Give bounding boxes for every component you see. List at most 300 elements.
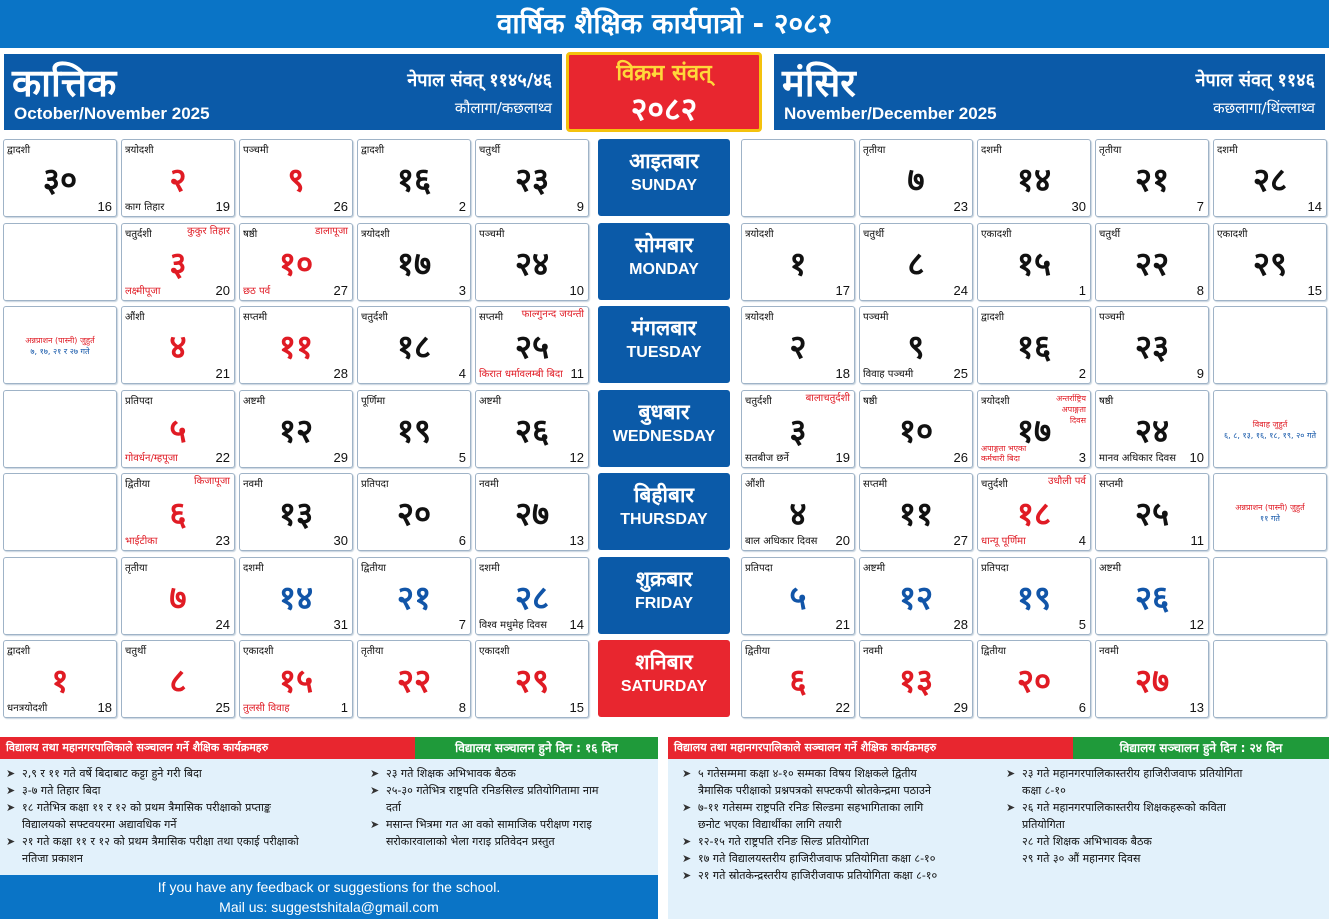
day-cell[interactable] bbox=[1095, 640, 1209, 718]
day-cell[interactable] bbox=[977, 223, 1091, 301]
day-cell[interactable] bbox=[1095, 139, 1209, 217]
program-list-col2 bbox=[1006, 765, 1326, 867]
nepali-date: २५ bbox=[514, 327, 550, 366]
english-date: 13 bbox=[569, 533, 584, 548]
tithi-label: अष्टमी bbox=[863, 562, 886, 574]
event-note: अपाङ्गता भएका कर्मचारी बिदा bbox=[981, 443, 1027, 463]
tithi-label: तृतीया bbox=[863, 145, 886, 156]
english-date: 12 bbox=[1189, 616, 1204, 632]
day-cell[interactable] bbox=[859, 557, 973, 635]
nepali-date: १ bbox=[51, 661, 69, 700]
arrow-bullet-icon: ➤ bbox=[682, 835, 692, 848]
nepali-date: २७ bbox=[1134, 661, 1170, 700]
event-note: तुलसी विवाह bbox=[243, 703, 290, 714]
nepali-date: ५ bbox=[789, 577, 807, 617]
day-cell[interactable] bbox=[977, 390, 1091, 468]
nepali-date: ८ bbox=[169, 661, 187, 700]
english-date: 3 bbox=[1078, 449, 1086, 465]
festival-label: फाल्गुनन्द जयन्ती bbox=[521, 309, 584, 320]
day-cell[interactable] bbox=[357, 306, 471, 384]
weekday-nepali: बिहीबार bbox=[633, 483, 695, 507]
tithi-label: अष्टमी bbox=[479, 395, 502, 407]
tithi-label: तृतीया bbox=[361, 646, 384, 657]
day-cell[interactable] bbox=[741, 390, 855, 468]
day-cell[interactable] bbox=[741, 306, 855, 384]
nepali-date: २९ bbox=[1252, 243, 1288, 283]
day-cell[interactable] bbox=[741, 557, 855, 635]
empty-cell bbox=[741, 139, 855, 217]
day-cell[interactable] bbox=[977, 473, 1091, 551]
english-date: 7 bbox=[458, 616, 466, 632]
muhurta-title: अन्नप्राशन (पास्नी) जुहुर्त bbox=[25, 336, 95, 345]
day-cell[interactable] bbox=[859, 390, 973, 468]
day-cell[interactable] bbox=[859, 306, 973, 384]
tithi-label: दशमी bbox=[479, 562, 500, 574]
day-cell[interactable] bbox=[239, 640, 353, 718]
program-text: दर्ता bbox=[386, 801, 401, 814]
english-date: 11 bbox=[1190, 533, 1204, 548]
day-cell[interactable] bbox=[357, 390, 471, 468]
empty-cell bbox=[3, 390, 117, 468]
day-cell[interactable] bbox=[1095, 306, 1209, 384]
english-date: 1 bbox=[340, 700, 348, 715]
english-date: 4 bbox=[1078, 533, 1086, 548]
event-note: लक्ष्मीपूजा bbox=[125, 285, 161, 297]
panel-header bbox=[668, 737, 1329, 759]
english-date: 22 bbox=[215, 449, 230, 465]
arrow-bullet-icon: ➤ bbox=[6, 767, 16, 780]
event-note: विश्व मधुमेह दिवस bbox=[479, 619, 547, 631]
tithi-label: पञ्चमी bbox=[1099, 312, 1125, 323]
weekday-nepali: शुक्रबार bbox=[635, 566, 693, 591]
nepali-date: ११ bbox=[278, 327, 314, 366]
muhurta-dates: ११ गते bbox=[1260, 514, 1280, 523]
english-date: 14 bbox=[1307, 199, 1322, 214]
english-date: 24 bbox=[953, 282, 968, 298]
day-cell[interactable] bbox=[1095, 223, 1209, 301]
program-text: त्रैमासिक परीक्षाको प्रश्नपत्रको सफ्टकपी स्रोतकेन्द्रमा पठाउने bbox=[698, 784, 931, 797]
program-text: २९ गते ३० औं महानगर दिवस bbox=[1022, 852, 1141, 865]
program-item bbox=[682, 867, 1002, 884]
day-cell[interactable] bbox=[859, 223, 973, 301]
day-cell[interactable] bbox=[475, 139, 589, 217]
program-text: २६ गते महानगरपालिकास्तरीय शिक्षकहरूको कविता bbox=[1022, 801, 1226, 814]
muhurta-dates: ६, ८, १३, १६, १८, १९, २० गते bbox=[1223, 430, 1317, 440]
day-cell[interactable] bbox=[475, 390, 589, 468]
tithi-label: द्वादशी bbox=[981, 312, 1005, 323]
english-date: 28 bbox=[953, 616, 968, 632]
tithi-label: औंशी bbox=[125, 312, 145, 323]
panel-heading: विद्यालय तथा महानगरपालिकाले सञ्चालन गर्ने शैक्षिक कार्यक्रमहरु bbox=[668, 737, 1073, 759]
nepali-date: ८ bbox=[907, 243, 925, 283]
gregorian-months: November/December 2025 bbox=[784, 104, 997, 123]
muhurta-note bbox=[1216, 502, 1324, 524]
nepali-date: २४ bbox=[514, 243, 550, 283]
program-item bbox=[682, 799, 1002, 816]
day-cell[interactable] bbox=[121, 223, 235, 301]
program-text: नतिजा प्रकाशन bbox=[22, 852, 83, 865]
page-title: वार्षिक शैक्षिक कार्यपात्रो - २०८२ bbox=[0, 0, 1329, 48]
program-text: २३ गते महानगरपालिकास्तरीय हाजिरीजवाफ प्रतियोगिता bbox=[1022, 767, 1243, 780]
muhurta-note bbox=[6, 335, 114, 357]
nepal-samvat: नेपाल संवत् ११४६ bbox=[1195, 70, 1315, 91]
program-item bbox=[682, 850, 1002, 867]
day-cell[interactable] bbox=[475, 306, 589, 384]
day-cell[interactable] bbox=[859, 640, 973, 718]
day-cell[interactable] bbox=[3, 640, 117, 718]
nepali-date: २१ bbox=[1134, 160, 1170, 199]
day-cell[interactable] bbox=[859, 473, 973, 551]
nepali-date: ३ bbox=[789, 410, 807, 450]
day-cell[interactable] bbox=[977, 306, 1091, 384]
english-date: 8 bbox=[1196, 282, 1204, 298]
tithi-label: दशमी bbox=[243, 562, 264, 574]
day-cell[interactable] bbox=[977, 557, 1091, 635]
arrow-bullet-icon: ➤ bbox=[682, 852, 692, 865]
tithi-label: सप्तमी bbox=[1099, 479, 1124, 490]
english-date: 29 bbox=[953, 700, 968, 715]
tithi-label: चतुर्दशी bbox=[745, 395, 772, 407]
panel-heading: विद्यालय तथा महानगरपालिकाले सञ्चालन गर्ने शैक्षिक कार्यक्रमहरु bbox=[0, 737, 415, 759]
tithi-label: एकादशी bbox=[479, 646, 510, 657]
english-date: 18 bbox=[97, 700, 112, 715]
arrow-bullet-icon: ➤ bbox=[6, 801, 16, 814]
nepali-date: ३ bbox=[169, 243, 187, 283]
arrow-bullet-icon: ➤ bbox=[682, 767, 692, 780]
day-cell[interactable] bbox=[357, 223, 471, 301]
english-date: 1 bbox=[1078, 282, 1086, 298]
day-cell[interactable] bbox=[1095, 557, 1209, 635]
empty-cell bbox=[1213, 557, 1327, 635]
tithi-label: त्रयोदशी bbox=[361, 228, 390, 240]
feedback-text: If you have any feedback or suggestions for the school. bbox=[157, 879, 501, 895]
month-name: कात्तिक bbox=[12, 61, 117, 105]
english-date: 6 bbox=[458, 533, 466, 548]
tithi-label: द्वितीया bbox=[125, 479, 151, 490]
day-cell[interactable] bbox=[475, 640, 589, 718]
day-cell[interactable] bbox=[357, 557, 471, 635]
nepali-date: १७ bbox=[1016, 410, 1052, 450]
nepali-date: २३ bbox=[1134, 327, 1170, 366]
program-text: २५-३० गतेभित्र राष्ट्रपति रनिङसिल्ड प्रतियोगितामा नाम bbox=[386, 784, 599, 797]
program-item bbox=[6, 782, 361, 799]
day-cell[interactable] bbox=[121, 306, 235, 384]
nepali-date: १५ bbox=[1016, 243, 1052, 283]
nepal-samvat-months: कौलागा/कछलाथ्व bbox=[454, 99, 552, 117]
day-cell[interactable] bbox=[1213, 223, 1327, 301]
tithi-label: नवमी bbox=[479, 479, 499, 490]
nepali-date: २८ bbox=[514, 577, 550, 617]
program-list-col1 bbox=[682, 765, 1002, 884]
program-text: २३ गते शिक्षक अभिभावक बैठक bbox=[386, 767, 516, 780]
day-cell[interactable] bbox=[239, 306, 353, 384]
day-cell[interactable] bbox=[977, 139, 1091, 217]
weekday-nepali: आइतबार bbox=[629, 149, 699, 173]
tithi-label: चतुर्थी bbox=[479, 145, 501, 156]
event-note: विवाह पञ्चमी bbox=[863, 369, 914, 380]
feedback-banner bbox=[0, 875, 658, 919]
tithi-label: षष्ठी bbox=[243, 228, 258, 240]
english-date: 10 bbox=[569, 282, 584, 298]
arrow-bullet-icon: ➤ bbox=[370, 767, 380, 780]
tithi-label: षष्ठी bbox=[863, 395, 878, 407]
day-cell[interactable] bbox=[475, 223, 589, 301]
day-cell[interactable] bbox=[741, 473, 855, 551]
nepal-samvat-months: कछलागा/थिंल्लाथ्व bbox=[1213, 99, 1315, 117]
tithi-label: चतुर्दशी bbox=[981, 479, 1008, 490]
tithi-label: नवमी bbox=[243, 479, 263, 490]
tithi-label: प्रतिपदा bbox=[745, 562, 773, 574]
nepali-date: १३ bbox=[278, 494, 314, 533]
vikram-samvat-label: विक्रम संवत् bbox=[616, 61, 712, 86]
program-item bbox=[6, 816, 361, 833]
english-date: 21 bbox=[215, 366, 230, 381]
day-cell[interactable] bbox=[239, 139, 353, 217]
nepali-date: २१ bbox=[396, 577, 432, 617]
day-cell[interactable] bbox=[1213, 139, 1327, 217]
nepali-date: १८ bbox=[396, 327, 432, 366]
english-date: 25 bbox=[953, 366, 968, 381]
tithi-label: द्वितीया bbox=[745, 646, 771, 657]
nepali-date: १४ bbox=[1016, 160, 1052, 199]
nepali-date: २ bbox=[789, 327, 807, 366]
event-note: मानव अधिकार दिवस bbox=[1099, 452, 1176, 464]
day-cell bbox=[3, 306, 117, 384]
program-item bbox=[6, 833, 361, 850]
english-date: 13 bbox=[1189, 700, 1204, 715]
tithi-label: चतुर्दशी bbox=[125, 228, 152, 240]
month-header-kartik bbox=[4, 54, 562, 130]
program-text: १२-१५ गते राष्ट्रपति रनिङ सिल्ड प्रतियोगिता bbox=[698, 835, 869, 848]
vikram-samvat-badge bbox=[566, 52, 762, 132]
day-cell[interactable] bbox=[239, 557, 353, 635]
feedback-email[interactable]: Mail us: suggestshitala@gmail.com bbox=[219, 899, 439, 915]
english-date: 30 bbox=[333, 533, 348, 548]
english-date: 11 bbox=[570, 366, 584, 381]
program-text: कक्षा ८-१० bbox=[1022, 784, 1066, 797]
weekday-friday bbox=[598, 557, 730, 634]
program-item bbox=[1006, 816, 1326, 833]
weekday-english: SUNDAY bbox=[630, 177, 698, 194]
english-date: 23 bbox=[215, 533, 230, 548]
weekday-english: TUESDAY bbox=[626, 344, 702, 361]
program-text: प्रतियोगिता bbox=[1022, 818, 1065, 831]
english-date: 18 bbox=[835, 366, 850, 381]
arrow-bullet-icon: ➤ bbox=[1006, 767, 1016, 780]
program-item bbox=[682, 765, 1002, 782]
program-item bbox=[682, 782, 1002, 799]
nepali-date: २२ bbox=[396, 661, 432, 700]
tithi-label: द्वितीया bbox=[981, 646, 1007, 657]
nepali-date: १० bbox=[898, 410, 934, 450]
tithi-label: सप्तमी bbox=[479, 312, 504, 323]
nepali-date: २७ bbox=[514, 494, 550, 533]
english-date: 3 bbox=[458, 282, 466, 298]
nepali-date: ६ bbox=[789, 661, 807, 700]
muhurta-dates: ७, १७, २१ र २७ गते bbox=[30, 347, 90, 356]
english-date: 16 bbox=[97, 199, 112, 214]
english-date: 5 bbox=[458, 449, 466, 465]
weekday-english: MONDAY bbox=[629, 260, 699, 278]
tithi-label: अष्टमी bbox=[243, 395, 266, 407]
english-date: 2 bbox=[1078, 366, 1086, 381]
day-cell[interactable] bbox=[121, 390, 235, 468]
program-text: २८ गते शिक्षक अभिभावक बैठक bbox=[1022, 835, 1152, 848]
tithi-label: द्वादशी bbox=[361, 145, 385, 156]
tithi-label: पञ्चमी bbox=[479, 228, 505, 240]
english-date: 26 bbox=[953, 449, 968, 465]
nepali-date: ३० bbox=[42, 160, 78, 199]
english-date: 15 bbox=[569, 700, 584, 715]
english-date: 24 bbox=[215, 616, 230, 632]
nepali-date: २९ bbox=[514, 661, 550, 700]
nepali-date: ६ bbox=[169, 494, 187, 533]
day-cell[interactable] bbox=[741, 640, 855, 718]
tithi-label: प्रतिपदा bbox=[361, 479, 389, 490]
day-cell[interactable] bbox=[357, 473, 471, 551]
school-days-count: विद्यालय सञ्चालन हुने दिन : १६ दिन bbox=[415, 737, 658, 759]
program-item bbox=[6, 850, 361, 867]
nepali-date: ११ bbox=[898, 494, 934, 533]
event-note: बाल अधिकार दिवस bbox=[745, 536, 818, 547]
weekday-wednesday bbox=[598, 390, 730, 467]
day-cell[interactable] bbox=[121, 139, 235, 217]
program-item bbox=[1006, 850, 1326, 867]
day-cell[interactable] bbox=[859, 139, 973, 217]
program-item bbox=[1006, 765, 1326, 782]
english-date: 14 bbox=[569, 616, 584, 632]
day-cell[interactable] bbox=[1095, 390, 1209, 468]
program-text: २१ गते स्रोतकेन्द्रस्तरीय हाजिरीजवाफ प्रतियोगिता कक्षा ८-१० bbox=[698, 869, 938, 882]
tithi-label: त्रयोदशी bbox=[745, 228, 774, 240]
weekday-nepali: सोमबार bbox=[634, 232, 694, 257]
day-cell[interactable] bbox=[475, 557, 589, 635]
day-cell bbox=[1213, 390, 1327, 468]
program-item bbox=[6, 799, 361, 816]
event-note: धनत्रयोदशी bbox=[7, 703, 48, 714]
day-cell[interactable] bbox=[121, 473, 235, 551]
gregorian-months: October/November 2025 bbox=[14, 104, 210, 123]
tithi-label: नवमी bbox=[1099, 646, 1119, 657]
empty-cell bbox=[3, 473, 117, 551]
english-date: 27 bbox=[953, 533, 968, 548]
arrow-bullet-icon: ➤ bbox=[6, 784, 16, 797]
tithi-label: तृतीया bbox=[1099, 145, 1122, 156]
day-cell[interactable] bbox=[357, 640, 471, 718]
nepali-date: १८ bbox=[1016, 494, 1052, 533]
nepali-date: २० bbox=[396, 494, 432, 533]
day-cell[interactable] bbox=[239, 223, 353, 301]
nepal-samvat: नेपाल संवत् ११४५/४६ bbox=[407, 70, 552, 91]
arrow-bullet-icon: ➤ bbox=[1006, 801, 1016, 814]
nepali-date: २५ bbox=[1134, 494, 1170, 533]
program-item bbox=[370, 799, 655, 816]
day-cell[interactable] bbox=[1095, 473, 1209, 551]
empty-cell bbox=[3, 223, 117, 301]
english-date: 9 bbox=[576, 199, 584, 214]
festival-label: बालाचतुर्दशी bbox=[805, 392, 850, 404]
program-text: ५ गतेसम्ममा कक्षा ४-१० सम्मका विषय शिक्षकले द्वितीय bbox=[698, 767, 917, 780]
day-cell[interactable] bbox=[475, 473, 589, 551]
tithi-label: चतुर्थी bbox=[1099, 228, 1121, 240]
english-date: 6 bbox=[1078, 700, 1086, 715]
day-cell[interactable] bbox=[239, 473, 353, 551]
day-cell[interactable] bbox=[121, 640, 235, 718]
english-date: 15 bbox=[1307, 282, 1322, 298]
day-cell[interactable] bbox=[121, 557, 235, 635]
english-date: 21 bbox=[835, 616, 850, 632]
english-date: 19 bbox=[215, 199, 230, 214]
event-note: छठ पर्व bbox=[243, 285, 271, 297]
english-date: 23 bbox=[953, 199, 968, 214]
english-date: 22 bbox=[835, 700, 850, 715]
day-cell[interactable] bbox=[741, 223, 855, 301]
nepali-date: २६ bbox=[1134, 577, 1170, 617]
muhurta-title: विवाह जुहुर्त bbox=[1252, 419, 1288, 429]
english-date: 5 bbox=[1078, 616, 1086, 632]
english-date: 19 bbox=[835, 449, 850, 465]
weekday-thursday bbox=[598, 473, 730, 550]
month-name: मंसिर bbox=[782, 61, 856, 105]
tithi-label: चतुर्थी bbox=[863, 228, 885, 240]
festival-label: कुकुर तिहार bbox=[187, 225, 230, 237]
day-cell[interactable] bbox=[357, 139, 471, 217]
empty-cell bbox=[1213, 306, 1327, 384]
muhurta-title: अन्नप्राशन (पास्नी) जुहुर्त bbox=[1235, 503, 1305, 512]
arrow-bullet-icon: ➤ bbox=[682, 801, 692, 814]
program-item bbox=[370, 816, 655, 833]
tithi-label: प्रतिपदा bbox=[125, 395, 153, 407]
english-date: 4 bbox=[458, 366, 466, 381]
day-cell[interactable] bbox=[977, 640, 1091, 718]
muhurta-note bbox=[1216, 419, 1324, 441]
program-text: मसान्त भित्रमा गत आ वको सामाजिक परीक्षण गराइ bbox=[386, 818, 592, 831]
tithi-label: चतुर्थी bbox=[125, 646, 147, 657]
tithi-label: त्रयोदशी bbox=[981, 395, 1010, 407]
nepali-date: २४ bbox=[1134, 410, 1170, 450]
program-text: ३-७ गते तिहार बिदा bbox=[22, 784, 101, 797]
english-date: 26 bbox=[333, 199, 348, 214]
nepali-date: ४ bbox=[169, 327, 187, 366]
english-date: 7 bbox=[1196, 199, 1204, 214]
program-item bbox=[370, 833, 655, 850]
weekday-monday bbox=[598, 223, 730, 300]
tithi-label: चतुर्दशी bbox=[361, 312, 388, 323]
weekday-saturday bbox=[598, 640, 730, 717]
tithi-label: नवमी bbox=[863, 646, 883, 657]
program-text: ७-११ गतेसम्म राष्ट्रपति रनिङ सिल्डमा सहभागिताका लागि bbox=[698, 801, 924, 814]
weekday-english: FRIDAY bbox=[634, 594, 694, 612]
tithi-label: दशमी bbox=[1217, 145, 1238, 156]
nepali-date: ९ bbox=[907, 327, 925, 366]
program-item bbox=[6, 765, 361, 782]
arrow-bullet-icon: ➤ bbox=[682, 869, 692, 882]
nepali-date: १६ bbox=[1016, 327, 1052, 366]
nepali-date: १७ bbox=[396, 243, 432, 283]
empty-cell bbox=[3, 557, 117, 635]
tithi-label: अष्टमी bbox=[1099, 562, 1122, 574]
nepali-date: १ bbox=[789, 243, 807, 283]
day-cell[interactable] bbox=[3, 139, 117, 217]
english-date: 2 bbox=[458, 199, 466, 214]
tithi-label: पञ्चमी bbox=[863, 312, 889, 323]
day-cell[interactable] bbox=[239, 390, 353, 468]
panel-header bbox=[0, 737, 658, 759]
nepali-date: २६ bbox=[514, 410, 550, 450]
tithi-label: द्वितीया bbox=[361, 562, 387, 574]
program-item bbox=[682, 833, 1002, 850]
event-note: काग तिहार bbox=[125, 202, 165, 213]
